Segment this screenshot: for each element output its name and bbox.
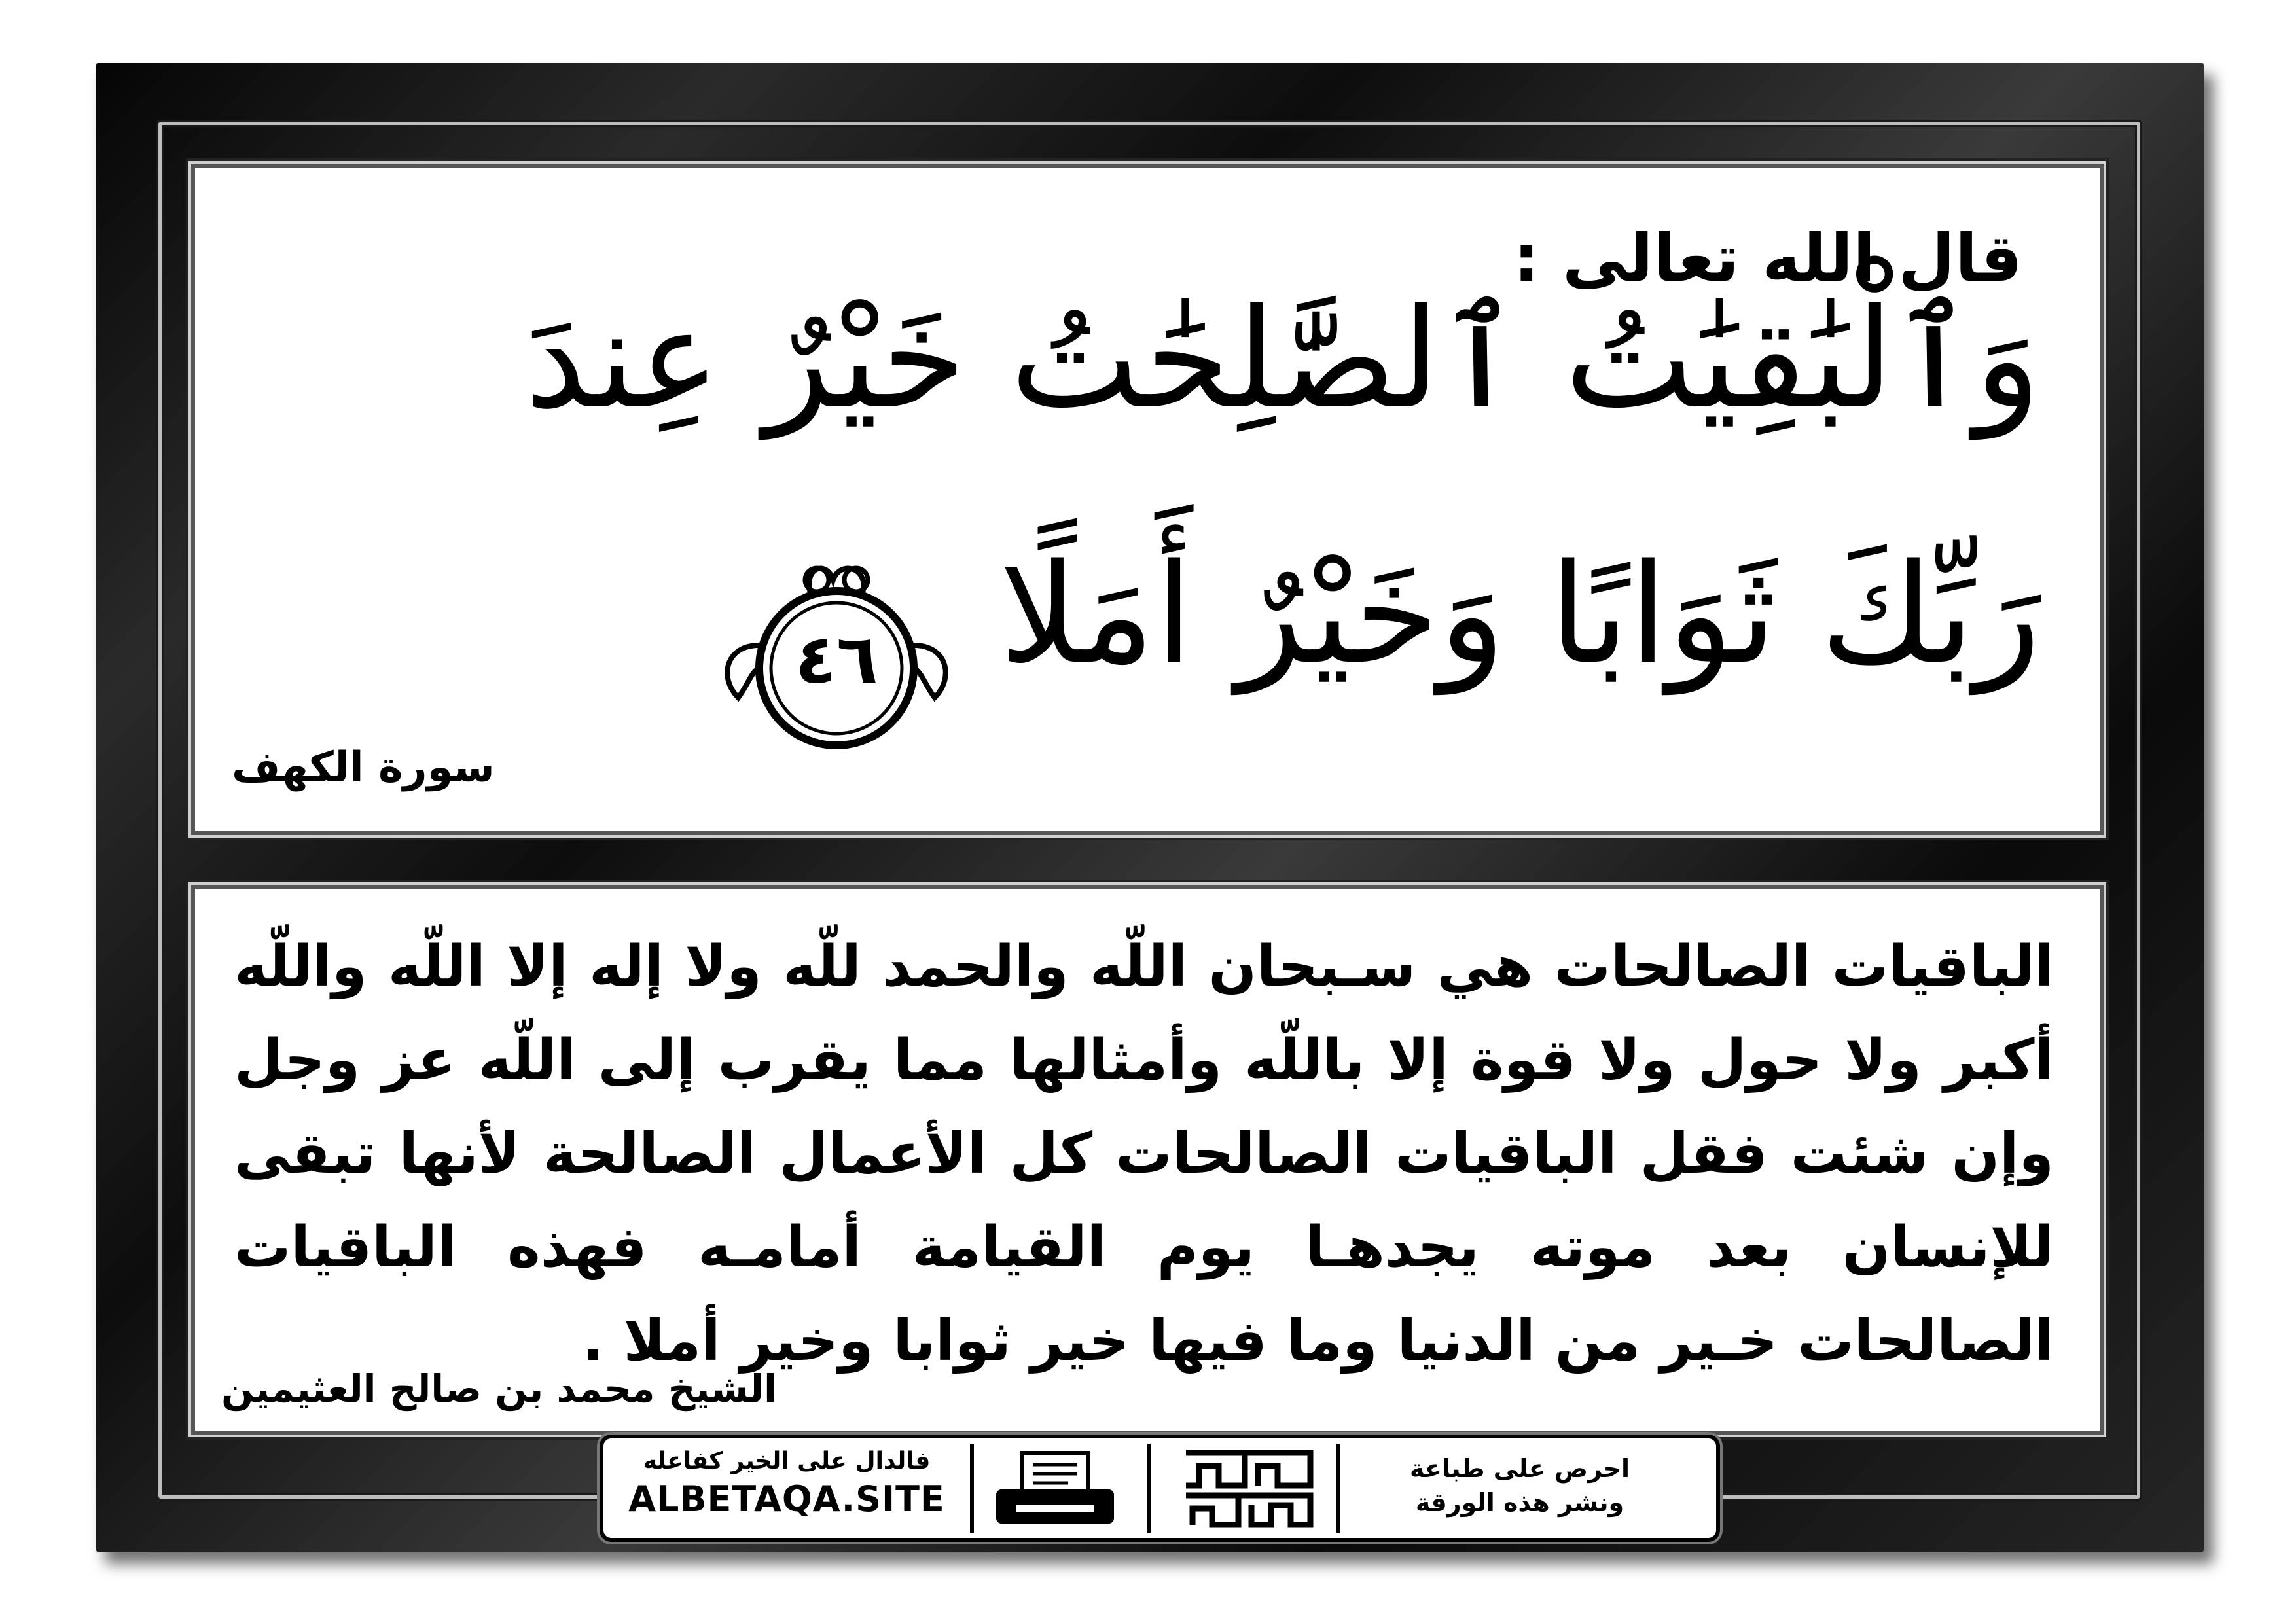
surah-name: سورة الكهف — [232, 743, 495, 792]
verse-intro: قال الله تعالى : — [1513, 220, 2022, 296]
attribution: الشيخ محمد بن صالح العثيمين — [221, 1366, 777, 1411]
kufi-logo-icon — [1179, 1446, 1317, 1530]
verse-panel — [195, 168, 2100, 831]
printer-icon — [990, 1450, 1121, 1529]
appeal-line-2: ونشر هذه الورقة — [1415, 1488, 1624, 1517]
verse-number: ٤٦ — [795, 619, 878, 699]
site-url[interactable]: ALBETAQA.SITE — [628, 1478, 945, 1520]
explanation-text: الباقيات الصالحات هي سـبحان اللّه والحمد للّه ولا إله إلا اللّه واللّه أكبر ولا حول ولا قوة إلا باللّه وأمثالها مما يقرب إلى اللّه عز وجل وإن شئت فقل الباقيات الصالحات كل الأعمال الصالحة لأنها تبقى للإنسان بعد موته يجدهـا يوم القيامة أمامـه فهذه الباقيات الصالحات خـير من الدنيا وما فيها خير ثوابا وخير أملا . — [234, 934, 2054, 1374]
footer-site-block — [623, 1448, 950, 1520]
explanation-panel — [195, 889, 2100, 1431]
footer-appeal — [1356, 1452, 1683, 1520]
verse-line-1: وَٱلْبَٰقِيَٰتُ ٱلصَّٰلِحَٰتُ خَيْرٌ عِندَ — [524, 279, 2041, 439]
footer-divider — [1336, 1444, 1340, 1533]
footer-slogan: فالدال على الخير كفاعله — [643, 1448, 931, 1474]
footer-divider — [1147, 1444, 1151, 1533]
footer-banner — [600, 1435, 1720, 1542]
appeal-line-1: احرص على طباعة — [1409, 1454, 1630, 1483]
footer-divider — [970, 1444, 974, 1533]
verse-line-2: رَبِّكَ ثَوَابًا وَخَيْرٌ أَمَلًا — [999, 534, 2041, 694]
verse-number-medallion — [712, 547, 961, 763]
